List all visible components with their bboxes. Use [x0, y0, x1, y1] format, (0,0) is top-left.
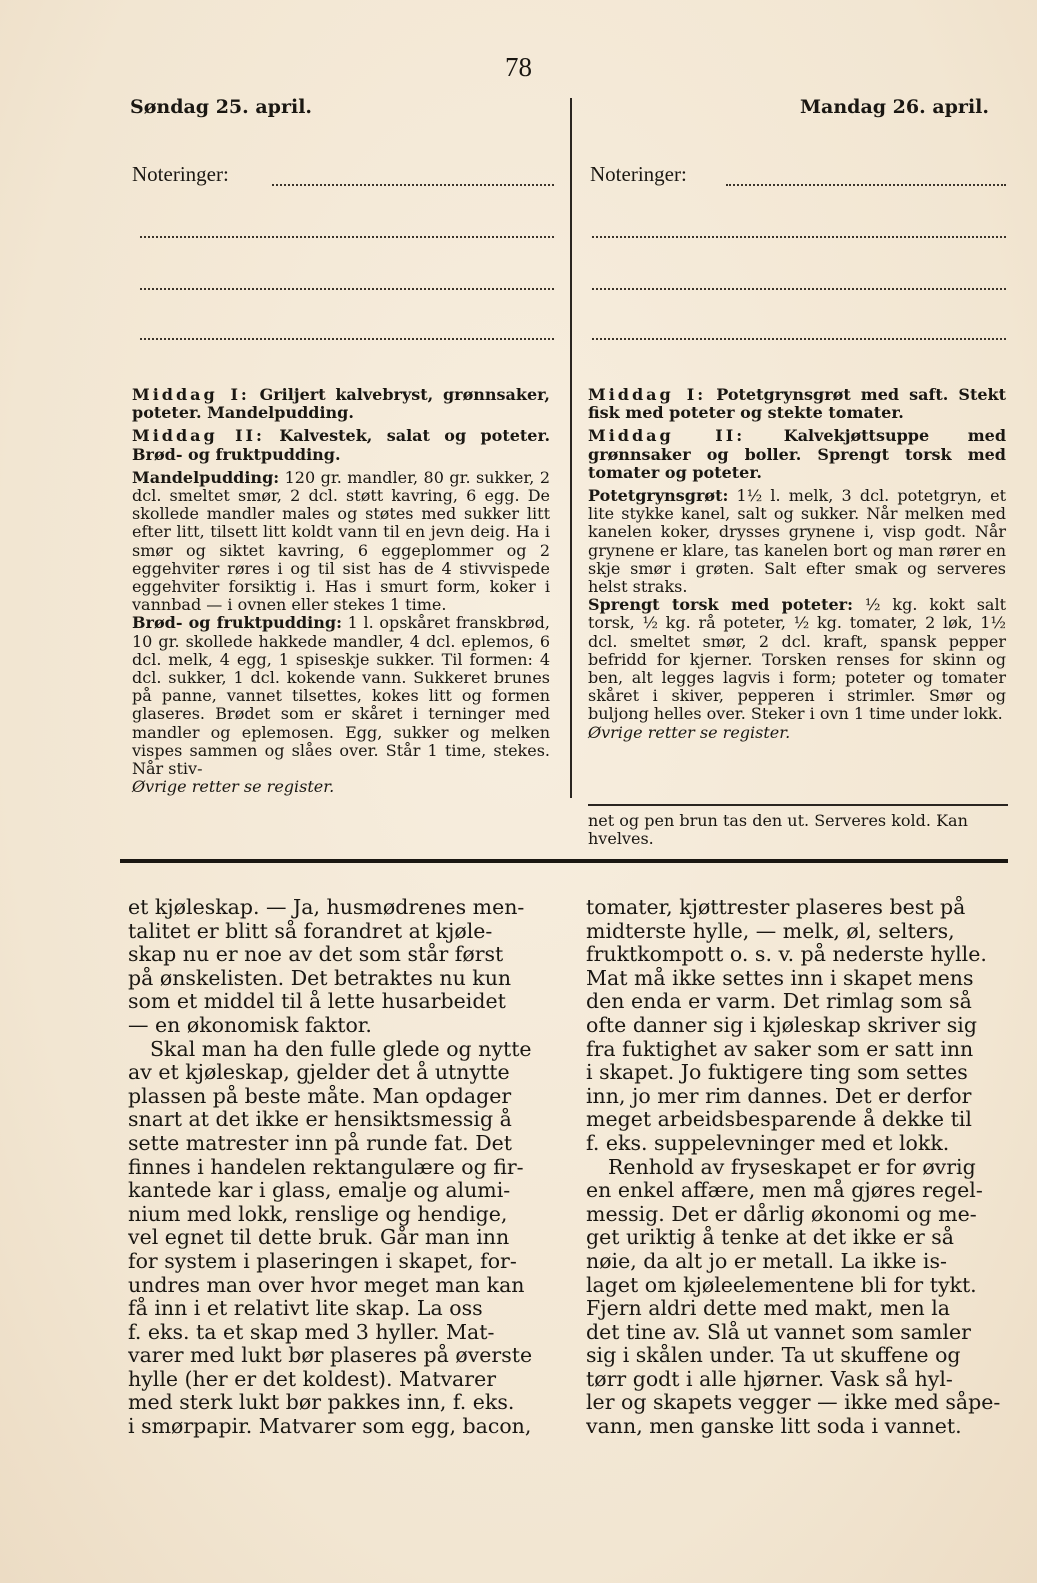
article-line: vann, men ganske litt soda i vannet. — [586, 1415, 962, 1439]
article-right-column — [586, 896, 1010, 1439]
article-line: sette matrester inn på runde fat. Det — [128, 1131, 513, 1155]
continuation-rule — [588, 804, 1008, 806]
article-line: med sterk lukt bør pakkes inn, f. eks. — [128, 1391, 515, 1415]
left-notes-line-1 — [272, 184, 554, 186]
left-see-register: Øvrige retter se register. — [132, 777, 335, 797]
article-line: f. eks. suppelevninger med et lokk. — [586, 1131, 950, 1155]
right-continuation: net og pen brun tas den ut. Serveres kold. Kan hvelves. — [588, 811, 968, 849]
left-dinner2-text: Kalvestek, salat og poteter. Brød- og fruktpudding. — [132, 426, 551, 464]
section-divider — [120, 859, 1008, 863]
article-line: i smørpapir. Matvarer som egg, bacon, — [128, 1415, 532, 1439]
article-line: det tine av. Slå ut vannet som samler — [586, 1320, 971, 1344]
article-line: som et middel til å lette husarbeidet — [128, 990, 506, 1014]
article-line: kantede kar i glass, emalje og alumi- — [128, 1179, 511, 1203]
right-notes-line-2 — [592, 236, 1006, 238]
left-dinner2-label: Middag II: — [132, 426, 265, 446]
right-notes-line-3 — [592, 288, 1006, 290]
article-line: få inn i et relativt lite skap. La oss — [128, 1297, 483, 1321]
article-line: laget om kjøleelementene bli for tykt. — [586, 1273, 977, 1297]
article-line: undres man over hvor meget man kan — [128, 1273, 525, 1297]
right-recipe2-text: ½ kg. kokt salt torsk, ½ kg. rå poteter, ½ kg. tomater, 2 løk, 1½ dcl. smeltet smør, 2 dcl. kraft, spansk pepper befridd for kjerner. Torsken renses for skinn og ben, alt legges lagvis i form; poteter og tomater skåret i skiver, pepperen i strimler. Smør og buljong helles over. Steker i ovn 1 time under lokk. — [588, 595, 1007, 724]
article-line: midterste hylle, — melk, øl, selters, — [586, 919, 955, 943]
article-line: på ønskelisten. Det betraktes nu kun — [128, 966, 512, 990]
left-notes-line-3 — [140, 288, 554, 290]
left-day-heading: Søndag 25. april. — [130, 96, 313, 118]
left-notes-line-2 — [140, 236, 554, 238]
article-line: talitet er blitt så forandret at kjøle- — [128, 919, 493, 943]
article-line: meget arbeidsbesparende å dekke til — [586, 1108, 972, 1132]
column-divider — [570, 98, 572, 798]
article-line: inn, jo mer rim dannes. Det er derfor — [586, 1084, 972, 1108]
article-line: messig. Det er dårlig økonomi og me- — [586, 1202, 977, 1226]
article-line: get uriktig å tenke at det ikke er så — [586, 1226, 955, 1250]
left-recipe1-text: 120 gr. mandler, 80 gr. sukker, 2 dcl. smeltet smør, 2 dcl. støtt kavring, 6 egg. De skollede mandler males og støtes med sukker litt efter litt, tilsett litt koldt vann til en jevn deig. Ha i smør og siktet kavring, 6 eggeplommer og 2 eggehviter røres i og til sist has de 4 stivvispede eggehviter forsiktig i. Has i smurt form, koker i vannbad — i ovnen eller stekes 1 time. — [132, 467, 550, 615]
left-notes-line-4 — [140, 338, 554, 340]
left-recipes — [132, 386, 550, 801]
article-line: sig i skålen under. Ta ut skuffene og — [586, 1344, 961, 1368]
article-line: i skapet. Jo fuktigere ting som settes — [586, 1061, 968, 1085]
article-line: varer med lukt bør plaseres på øverste — [128, 1344, 533, 1368]
article-line: nium med lokk, renslige og hendige, — [128, 1202, 508, 1226]
article-line: fruktkompott o. s. v. på nederste hylle. — [586, 943, 987, 967]
article-line: ofte danner sig i kjøleskap skriver sig — [586, 1013, 977, 1037]
article-line: en enkel affære, men må gjøres regel- — [586, 1179, 983, 1203]
page-number: 78 — [505, 52, 532, 82]
right-notes-line-4 — [592, 338, 1006, 340]
article-line: plassen på beste måte. Man opdager — [128, 1084, 512, 1108]
left-dinner1-text: Griljert kalvebryst, grønnsaker, poteter. Mandelpudding. — [132, 385, 550, 423]
right-day-heading: Mandag 26. april. — [800, 96, 989, 118]
article-line: et kjøleskap. — Ja, husmødrenes men- — [128, 896, 525, 919]
left-recipe2-title: Brød- og fruktpudding: — [132, 613, 342, 633]
article-line: for system i plaseringen i skapet, for- — [128, 1249, 517, 1273]
article-line: f. eks. ta et skap med 3 hyller. Mat- — [128, 1320, 495, 1344]
right-dinner2-text: Kalvekjøttsuppe med grønnsaker og boller. Sprengt torsk med tomater og poteter. — [588, 426, 1007, 482]
article-line: Renhold av fryseskapet er for øvrig — [608, 1155, 976, 1179]
article-line: nøie, da alt jo er metall. La ikke is- — [586, 1249, 947, 1273]
right-recipe1-title: Potetgrynsgrøt: — [588, 486, 729, 506]
right-see-register: Øvrige retter se register. — [588, 722, 791, 742]
article-line: Fjern aldri dette med makt, men la — [586, 1297, 951, 1321]
right-notes-label: Noteringer: — [590, 162, 687, 186]
article-line: tørr godt i alle hjørner. Vask så hyl- — [586, 1367, 953, 1391]
article-line: vel egnet til dette bruk. Går man inn — [128, 1226, 510, 1250]
right-recipe1-text: 1½ l. melk, 3 dcl. potetgryn, et lite stykke kanel, salt og sukker. Når melken med kanelen koker, drysses grynene i, visp godt. Når grynene er klare, tas kanelen bort og man rører en skje smør i grøten. Salt efter smak og serveres helst straks. — [588, 486, 1006, 597]
article-line: av et kjøleskap, gjelder det å utnytte — [128, 1061, 510, 1085]
right-recipes — [588, 386, 1006, 747]
article-line: Skal man ha den fulle glede og nytte — [150, 1037, 532, 1061]
article-line: finnes i handelen rektangulære og fir- — [128, 1155, 524, 1179]
article-left-column — [128, 896, 552, 1439]
article-line: skap nu er noe av det som står først — [128, 943, 504, 967]
right-dinner1-text: Potetgrynsgrøt med saft. Stekt fisk med poteter og stekte tomater. — [588, 385, 1006, 423]
article-line: ler og skapets vegger — ikke med såpe- — [586, 1391, 1001, 1415]
right-dinner2-label: Middag II: — [588, 426, 746, 446]
right-notes-line-1 — [726, 184, 1006, 186]
article-line: den enda er varm. Det rimlag som så — [586, 990, 972, 1014]
right-dinner1-label: Middag I: — [588, 385, 707, 404]
left-recipe2-text: 1 l. opskåret franskbrød, 10 gr. skollede hakkede mandler, 4 dcl. eplemos, 6 dcl. melk, 4 egg, 1 spiseskje sukker. Til formen: 4 dcl. sukker, 1 dcl. kokende vann. Sukkeret brunes på panne, vannet tilsettes, kokes litt og formen glaseres. Brødet som er skåret i terninger med mandler og eplemosen. Egg, sukker og melken vispes sammen og slåes over. Står 1 time, stekes. Når stiv- — [132, 613, 551, 779]
left-dinner1-label: Middag I: — [132, 385, 250, 404]
article-line: fra fuktighet av saker som er satt inn — [586, 1037, 974, 1061]
right-recipe2-title: Sprengt torsk med poteter: — [588, 595, 854, 615]
article-line: tomater, kjøttrester plaseres best på — [586, 896, 966, 919]
left-recipe1-title: Mandelpudding: — [132, 467, 280, 487]
article-line: Mat må ikke settes inn i skapet mens — [586, 966, 974, 990]
article-line: — en økonomisk faktor. — [128, 1013, 372, 1037]
left-notes-label: Noteringer: — [132, 162, 229, 186]
article-line: snart at det ikke er hensiktsmessig å — [128, 1108, 512, 1132]
article-line: hylle (her er det koldest). Matvarer — [128, 1367, 496, 1391]
